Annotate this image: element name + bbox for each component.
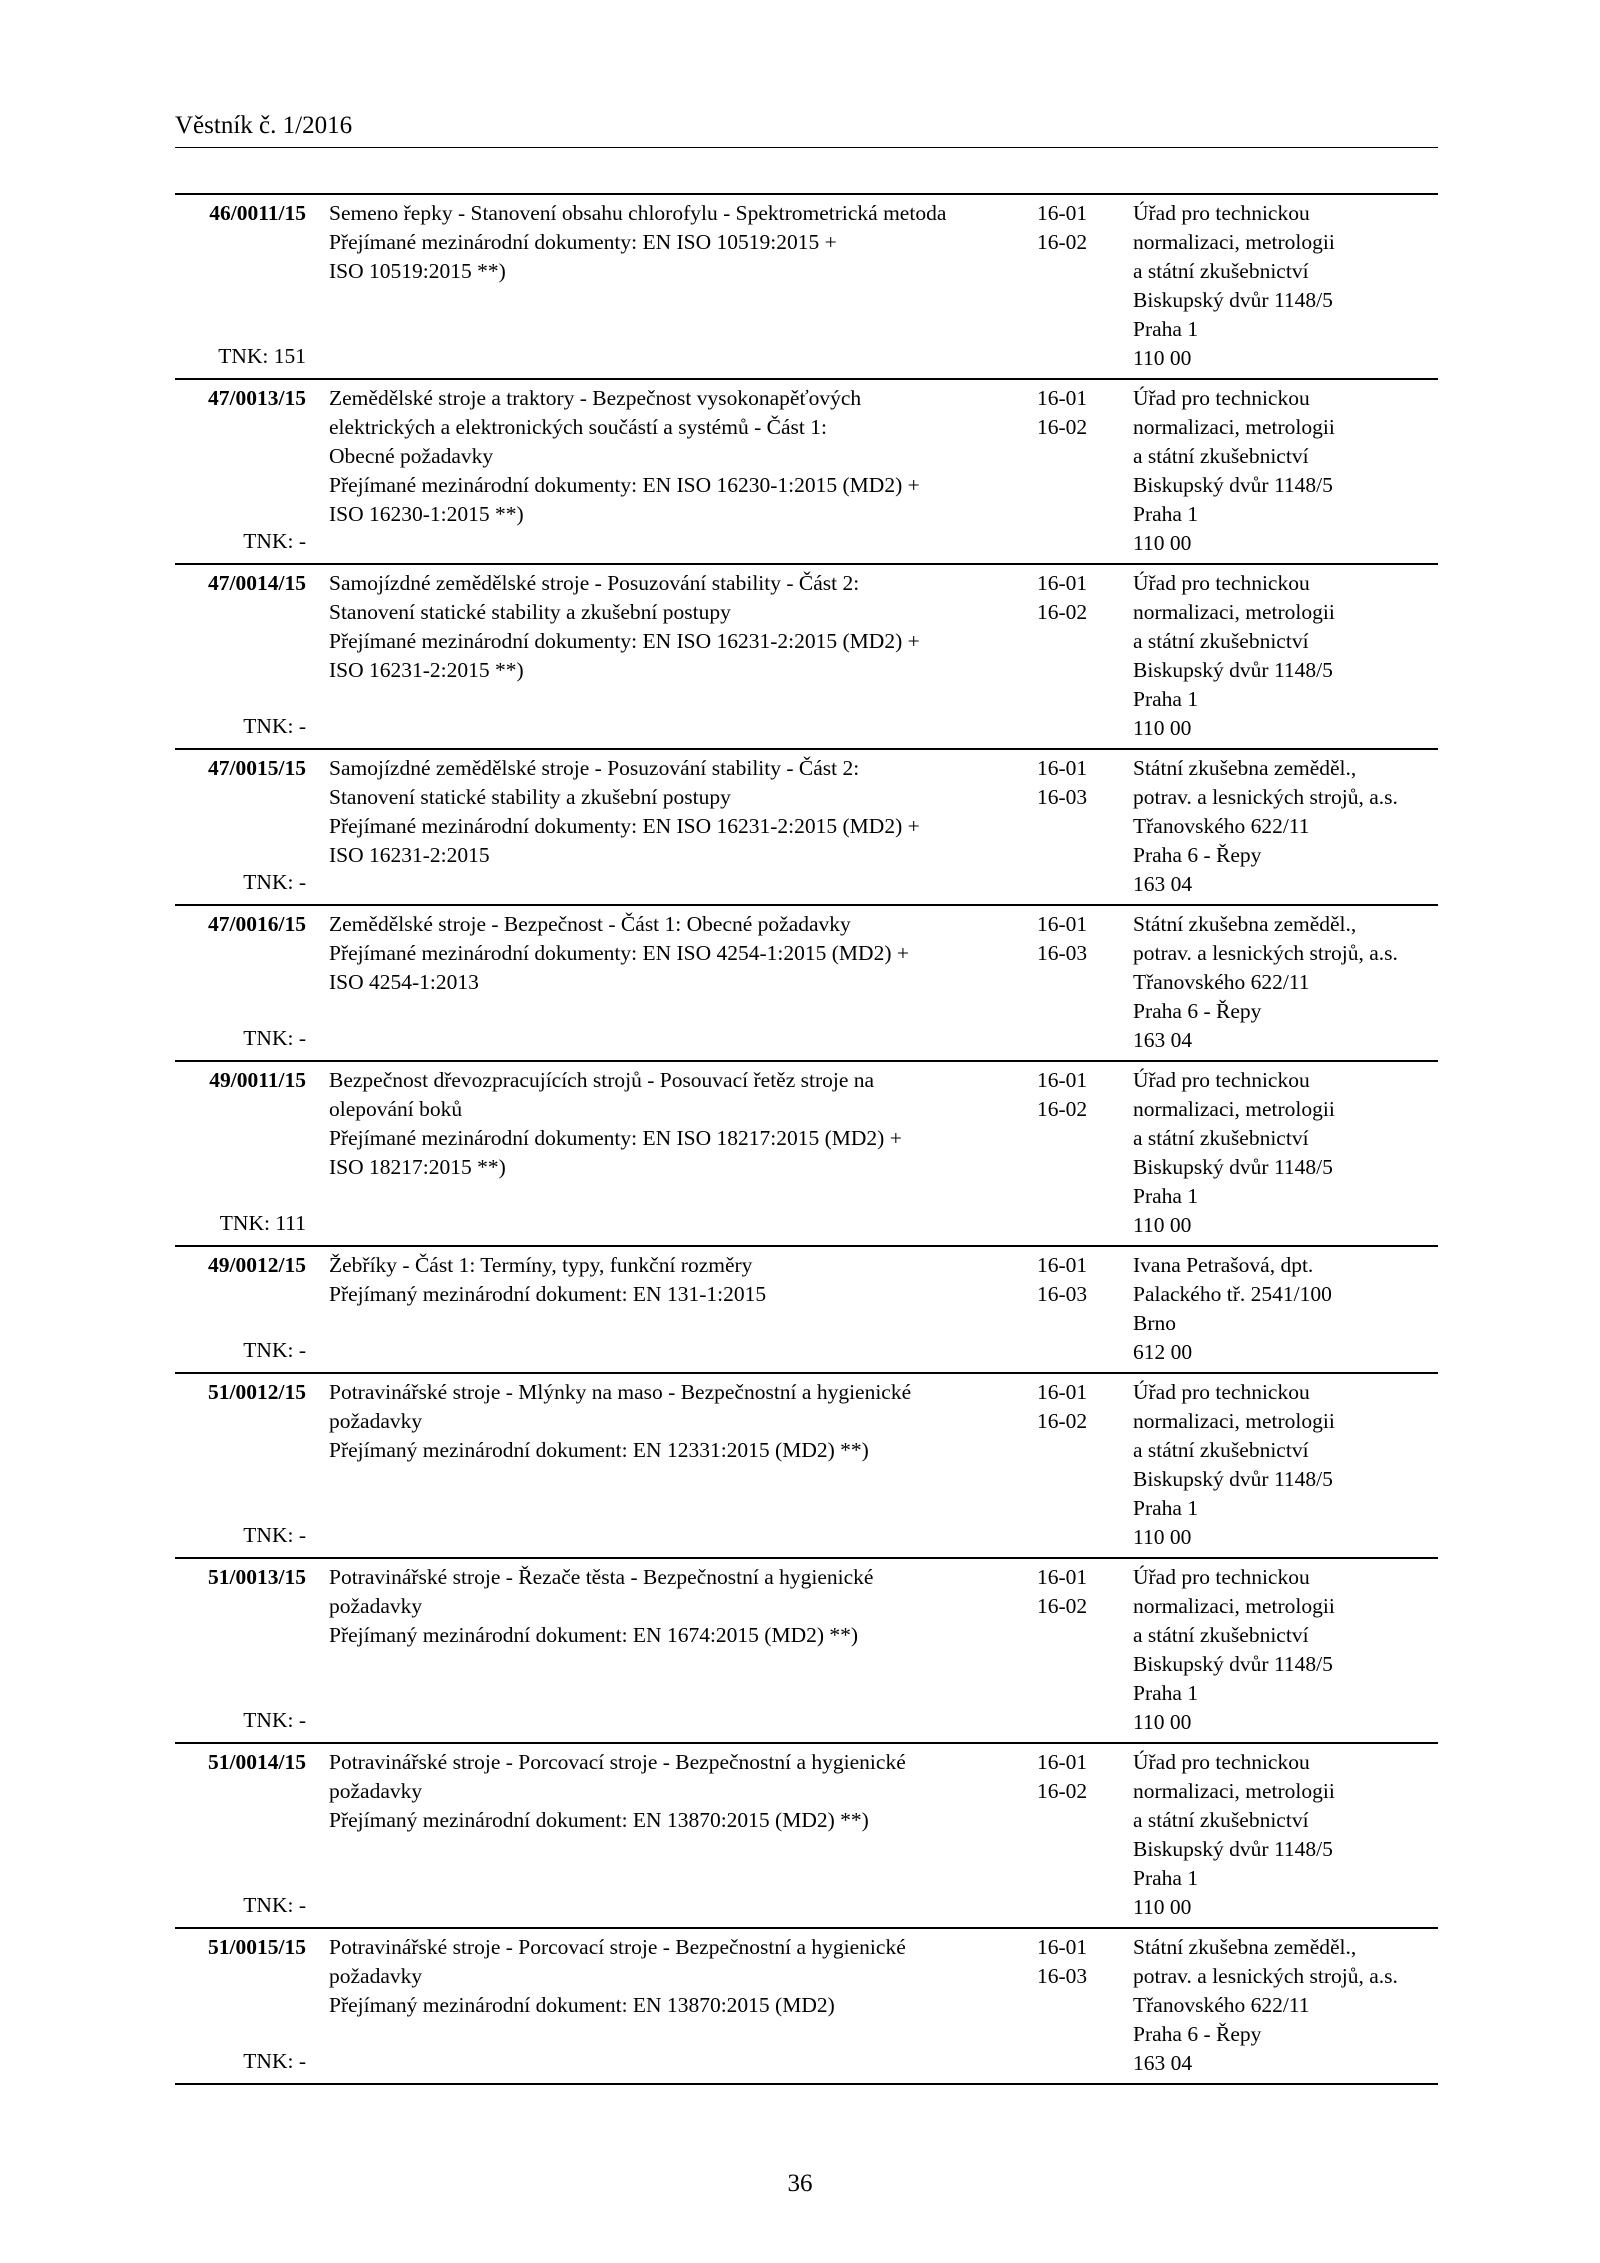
- description-line: ISO 16230-1:2015 **): [329, 502, 524, 526]
- standard-number: 51/0012/15: [208, 1380, 306, 1404]
- processor-address-cell: [1110, 1251, 1438, 1367]
- description-line: Samojízdné zemědělské stroje - Posuzování stability - Část 2:: [329, 571, 860, 595]
- description-line: ISO 18217:2015 **): [329, 1155, 506, 1179]
- address-line: potrav. a lesnických strojů, a.s.: [1133, 1964, 1398, 1988]
- description-line: Potravinářské stroje - Porcovací stroje - Bezpečnostní a hygienické: [329, 1750, 906, 1774]
- code-value: 16-03: [1037, 1964, 1088, 1988]
- standard-number: 47/0014/15: [208, 571, 306, 595]
- description-cell: [306, 1066, 1016, 1240]
- description-line: požadavky: [329, 1779, 423, 1803]
- tnk-label: TNK: -: [243, 870, 306, 894]
- address-line: Úřad pro technickou: [1133, 1380, 1310, 1404]
- page-number: 36: [787, 2170, 813, 2197]
- description-line: ISO 16231-2:2015 **): [329, 658, 524, 682]
- codes-cell: [1016, 1378, 1110, 1552]
- description-line: Stanovení statické stability a zkušební postupy: [329, 600, 731, 624]
- processor-address-cell: [1110, 1563, 1438, 1737]
- standard-id-cell: [175, 384, 306, 558]
- table-row: [175, 1062, 1438, 1247]
- header-divider: [175, 147, 1438, 148]
- address-line: normalizaci, metrologii: [1133, 415, 1335, 439]
- processor-address-cell: [1110, 569, 1438, 743]
- description-line: Přejímané mezinárodní dokumenty: EN ISO 4254-1:2015 (MD2) +: [329, 941, 909, 965]
- description-cell: [306, 1748, 1016, 1922]
- address-line: 110 00: [1133, 716, 1192, 740]
- address-line: 110 00: [1133, 1213, 1192, 1237]
- code-value: 16-01: [1037, 1750, 1088, 1774]
- description-cell: [306, 1933, 1016, 2078]
- description-line: Žebříky - Část 1: Termíny, typy, funkční rozměry: [329, 1253, 753, 1277]
- address-line: 612 00: [1133, 1340, 1193, 1364]
- address-line: Státní zkušebna zeměděl.,: [1133, 912, 1357, 936]
- address-line: Třanovského 622/11: [1133, 1993, 1310, 2017]
- address-line: Ivana Petrašová, dpt.: [1133, 1253, 1314, 1277]
- standard-id-cell: [175, 1378, 306, 1552]
- processor-address-cell: [1110, 754, 1438, 899]
- description-line: Bezpečnost dřevozpracujících strojů - Posouvací řetěz stroje na: [329, 1068, 875, 1092]
- tnk-label: TNK: -: [243, 1893, 306, 1917]
- code-value: 16-03: [1037, 785, 1088, 809]
- address-line: potrav. a lesnických strojů, a.s.: [1133, 785, 1398, 809]
- address-line: normalizaci, metrologii: [1133, 1594, 1335, 1618]
- address-line: Brno: [1133, 1311, 1176, 1335]
- address-line: Úřad pro technickou: [1133, 571, 1310, 595]
- code-value: 16-01: [1037, 1565, 1088, 1589]
- code-value: 16-01: [1037, 1935, 1088, 1959]
- description-cell: [306, 199, 1016, 373]
- codes-cell: [1016, 384, 1110, 558]
- standards-table: [175, 193, 1438, 2085]
- description-line: Zemědělské stroje a traktory - Bezpečnost vysokonapěťových: [329, 386, 862, 410]
- standard-id-cell: [175, 910, 306, 1055]
- processor-address-cell: [1110, 384, 1438, 558]
- address-line: 110 00: [1133, 1895, 1192, 1919]
- codes-cell: [1016, 910, 1110, 1055]
- tnk-label: TNK: -: [243, 1523, 306, 1547]
- address-line: Biskupský dvůr 1148/5: [1133, 1155, 1333, 1179]
- codes-cell: [1016, 1251, 1110, 1367]
- table-row: [175, 380, 1438, 565]
- description-cell: [306, 1378, 1016, 1552]
- code-value: 16-01: [1037, 571, 1088, 595]
- processor-address-cell: [1110, 910, 1438, 1055]
- code-value: 16-02: [1037, 1097, 1088, 1121]
- processor-address-cell: [1110, 1378, 1438, 1552]
- code-value: 16-02: [1037, 1779, 1088, 1803]
- address-line: 110 00: [1133, 346, 1192, 370]
- address-line: normalizaci, metrologii: [1133, 1409, 1335, 1433]
- page-header-title: Věstník č. 1/2016: [175, 112, 353, 139]
- description-cell: [306, 754, 1016, 899]
- description-line: Samojízdné zemědělské stroje - Posuzování stability - Část 2:: [329, 756, 860, 780]
- address-line: a státní zkušebnictví: [1133, 259, 1309, 283]
- code-value: 16-03: [1037, 1282, 1088, 1306]
- address-line: 110 00: [1133, 1525, 1192, 1549]
- code-value: 16-02: [1037, 600, 1088, 624]
- address-line: 163 04: [1133, 872, 1193, 896]
- address-line: Praha 1: [1133, 1866, 1199, 1890]
- address-line: 163 04: [1133, 1028, 1193, 1052]
- codes-cell: [1016, 569, 1110, 743]
- description-line: Přejímané mezinárodní dokumenty: EN ISO 16231-2:2015 (MD2) +: [329, 814, 920, 838]
- address-line: normalizaci, metrologii: [1133, 1779, 1335, 1803]
- description-line: ISO 4254-1:2013: [329, 970, 479, 994]
- description-line: ISO 16231-2:2015: [329, 843, 490, 867]
- address-line: Praha 1: [1133, 1184, 1199, 1208]
- table-row: [175, 750, 1438, 906]
- standard-number: 51/0015/15: [208, 1935, 306, 1959]
- codes-cell: [1016, 199, 1110, 373]
- processor-address-cell: [1110, 1066, 1438, 1240]
- address-line: Úřad pro technickou: [1133, 1068, 1310, 1092]
- address-line: normalizaci, metrologii: [1133, 1097, 1335, 1121]
- description-line: Přejímaný mezinárodní dokument: EN 1674:2015 (MD2) **): [329, 1623, 859, 1647]
- address-line: 163 04: [1133, 2051, 1193, 2075]
- address-line: 110 00: [1133, 531, 1192, 555]
- standard-number: 47/0016/15: [208, 912, 306, 936]
- standard-number: 51/0014/15: [208, 1750, 306, 1774]
- description-line: Přejímaný mezinárodní dokument: EN 131-1:2015: [329, 1282, 767, 1306]
- address-line: a státní zkušebnictví: [1133, 1808, 1309, 1832]
- address-line: Biskupský dvůr 1148/5: [1133, 288, 1333, 312]
- tnk-label: TNK: -: [243, 2049, 306, 2073]
- address-line: potrav. a lesnických strojů, a.s.: [1133, 941, 1398, 965]
- description-line: Zemědělské stroje - Bezpečnost - Část 1: Obecné požadavky: [329, 912, 851, 936]
- description-line: Semeno řepky - Stanovení obsahu chlorofylu - Spektrometrická metoda: [329, 201, 947, 225]
- standard-id-cell: [175, 199, 306, 373]
- address-line: Třanovského 622/11: [1133, 970, 1310, 994]
- address-line: Praha 6 - Řepy: [1133, 2022, 1262, 2046]
- address-line: Praha 1: [1133, 317, 1199, 341]
- code-value: 16-02: [1037, 1409, 1088, 1433]
- code-value: 16-01: [1037, 201, 1088, 225]
- description-line: Přejímaný mezinárodní dokument: EN 13870:2015 (MD2) **): [329, 1808, 869, 1832]
- description-line: Obecné požadavky: [329, 444, 494, 468]
- address-line: Praha 1: [1133, 1681, 1199, 1705]
- codes-cell: [1016, 1748, 1110, 1922]
- standard-id-cell: [175, 1251, 306, 1367]
- address-line: Biskupský dvůr 1148/5: [1133, 1652, 1333, 1676]
- description-cell: [306, 569, 1016, 743]
- standard-number: 46/0011/15: [209, 201, 306, 225]
- table-row: [175, 1744, 1438, 1929]
- address-line: a státní zkušebnictví: [1133, 1126, 1309, 1150]
- standard-id-cell: [175, 754, 306, 899]
- description-line: požadavky: [329, 1409, 423, 1433]
- table-row: [175, 1559, 1438, 1744]
- description-cell: [306, 384, 1016, 558]
- code-value: 16-01: [1037, 386, 1088, 410]
- description-line: požadavky: [329, 1964, 423, 1988]
- codes-cell: [1016, 1563, 1110, 1737]
- address-line: Praha 6 - Řepy: [1133, 843, 1262, 867]
- address-line: a státní zkušebnictví: [1133, 1623, 1309, 1647]
- codes-cell: [1016, 1066, 1110, 1240]
- address-line: Úřad pro technickou: [1133, 1565, 1310, 1589]
- address-line: Praha 1: [1133, 687, 1199, 711]
- address-line: a státní zkušebnictví: [1133, 629, 1309, 653]
- address-line: 110 00: [1133, 1710, 1192, 1734]
- address-line: Třanovského 622/11: [1133, 814, 1310, 838]
- table-row: [175, 1247, 1438, 1374]
- description-line: ISO 10519:2015 **): [329, 259, 506, 283]
- code-value: 16-01: [1037, 756, 1088, 780]
- description-line: Přejímané mezinárodní dokumenty: EN ISO 16231-2:2015 (MD2) +: [329, 629, 920, 653]
- standard-number: 49/0011/15: [209, 1068, 306, 1092]
- table-row: [175, 1929, 1438, 2085]
- address-line: Biskupský dvůr 1148/5: [1133, 658, 1333, 682]
- address-line: Úřad pro technickou: [1133, 201, 1310, 225]
- description-line: olepování boků: [329, 1097, 463, 1121]
- description-line: Přejímané mezinárodní dokumenty: EN ISO 18217:2015 (MD2) +: [329, 1126, 902, 1150]
- tnk-label: TNK: 151: [218, 344, 306, 368]
- description-line: požadavky: [329, 1594, 423, 1618]
- address-line: Palackého tř. 2541/100: [1133, 1282, 1332, 1306]
- description-cell: [306, 1251, 1016, 1367]
- address-line: Státní zkušebna zeměděl.,: [1133, 1935, 1357, 1959]
- description-cell: [306, 1563, 1016, 1737]
- address-line: a státní zkušebnictví: [1133, 1438, 1309, 1462]
- description-line: Potravinářské stroje - Mlýnky na maso - Bezpečnostní a hygienické: [329, 1380, 912, 1404]
- standard-id-cell: [175, 1563, 306, 1737]
- description-line: Přejímané mezinárodní dokumenty: EN ISO 16230-1:2015 (MD2) +: [329, 473, 920, 497]
- codes-cell: [1016, 754, 1110, 899]
- code-value: 16-02: [1037, 230, 1088, 254]
- code-value: 16-02: [1037, 1594, 1088, 1618]
- standard-id-cell: [175, 1066, 306, 1240]
- description-line: Přejímaný mezinárodní dokument: EN 13870:2015 (MD2): [329, 1993, 835, 2017]
- address-line: Praha 1: [1133, 502, 1199, 526]
- address-line: Úřad pro technickou: [1133, 386, 1310, 410]
- description-line: elektrických a elektronických součástí a systémů - Část 1:: [329, 415, 827, 439]
- tnk-label: TNK: -: [243, 529, 306, 553]
- code-value: 16-03: [1037, 941, 1088, 965]
- standard-number: 47/0013/15: [208, 386, 306, 410]
- code-value: 16-01: [1037, 1380, 1088, 1404]
- processor-address-cell: [1110, 199, 1438, 373]
- table-row: [175, 906, 1438, 1062]
- tnk-label: TNK: -: [243, 1026, 306, 1050]
- table-row: [175, 1374, 1438, 1559]
- address-line: normalizaci, metrologii: [1133, 230, 1335, 254]
- address-line: Praha 1: [1133, 1496, 1199, 1520]
- address-line: Biskupský dvůr 1148/5: [1133, 1467, 1333, 1491]
- address-line: Státní zkušebna zeměděl.,: [1133, 756, 1357, 780]
- description-line: Stanovení statické stability a zkušební postupy: [329, 785, 731, 809]
- address-line: Praha 6 - Řepy: [1133, 999, 1262, 1023]
- description-line: Přejímaný mezinárodní dokument: EN 12331:2015 (MD2) **): [329, 1438, 869, 1462]
- standard-number: 49/0012/15: [208, 1253, 306, 1277]
- address-line: normalizaci, metrologii: [1133, 600, 1335, 624]
- table-row: [175, 195, 1438, 380]
- tnk-label: TNK: -: [243, 1338, 306, 1362]
- standard-id-cell: [175, 569, 306, 743]
- description-line: Přejímané mezinárodní dokumenty: EN ISO 10519:2015 +: [329, 230, 837, 254]
- tnk-label: TNK: -: [243, 1708, 306, 1732]
- address-line: Biskupský dvůr 1148/5: [1133, 1837, 1333, 1861]
- code-value: 16-02: [1037, 415, 1088, 439]
- tnk-label: TNK: -: [243, 714, 306, 738]
- standard-number: 47/0015/15: [208, 756, 306, 780]
- standard-id-cell: [175, 1748, 306, 1922]
- codes-cell: [1016, 1933, 1110, 2078]
- address-line: Biskupský dvůr 1148/5: [1133, 473, 1333, 497]
- standard-id-cell: [175, 1933, 306, 2078]
- description-cell: [306, 910, 1016, 1055]
- code-value: 16-01: [1037, 1068, 1088, 1092]
- tnk-label: TNK: 111: [219, 1211, 306, 1235]
- code-value: 16-01: [1037, 912, 1088, 936]
- table-row: [175, 565, 1438, 750]
- code-value: 16-01: [1037, 1253, 1088, 1277]
- description-line: Potravinářské stroje - Porcovací stroje - Bezpečnostní a hygienické: [329, 1935, 906, 1959]
- description-line: Potravinářské stroje - Řezače těsta - Bezpečnostní a hygienické: [329, 1565, 874, 1589]
- standard-number: 51/0013/15: [208, 1565, 306, 1589]
- processor-address-cell: [1110, 1933, 1438, 2078]
- processor-address-cell: [1110, 1748, 1438, 1922]
- address-line: a státní zkušebnictví: [1133, 444, 1309, 468]
- address-line: Úřad pro technickou: [1133, 1750, 1310, 1774]
